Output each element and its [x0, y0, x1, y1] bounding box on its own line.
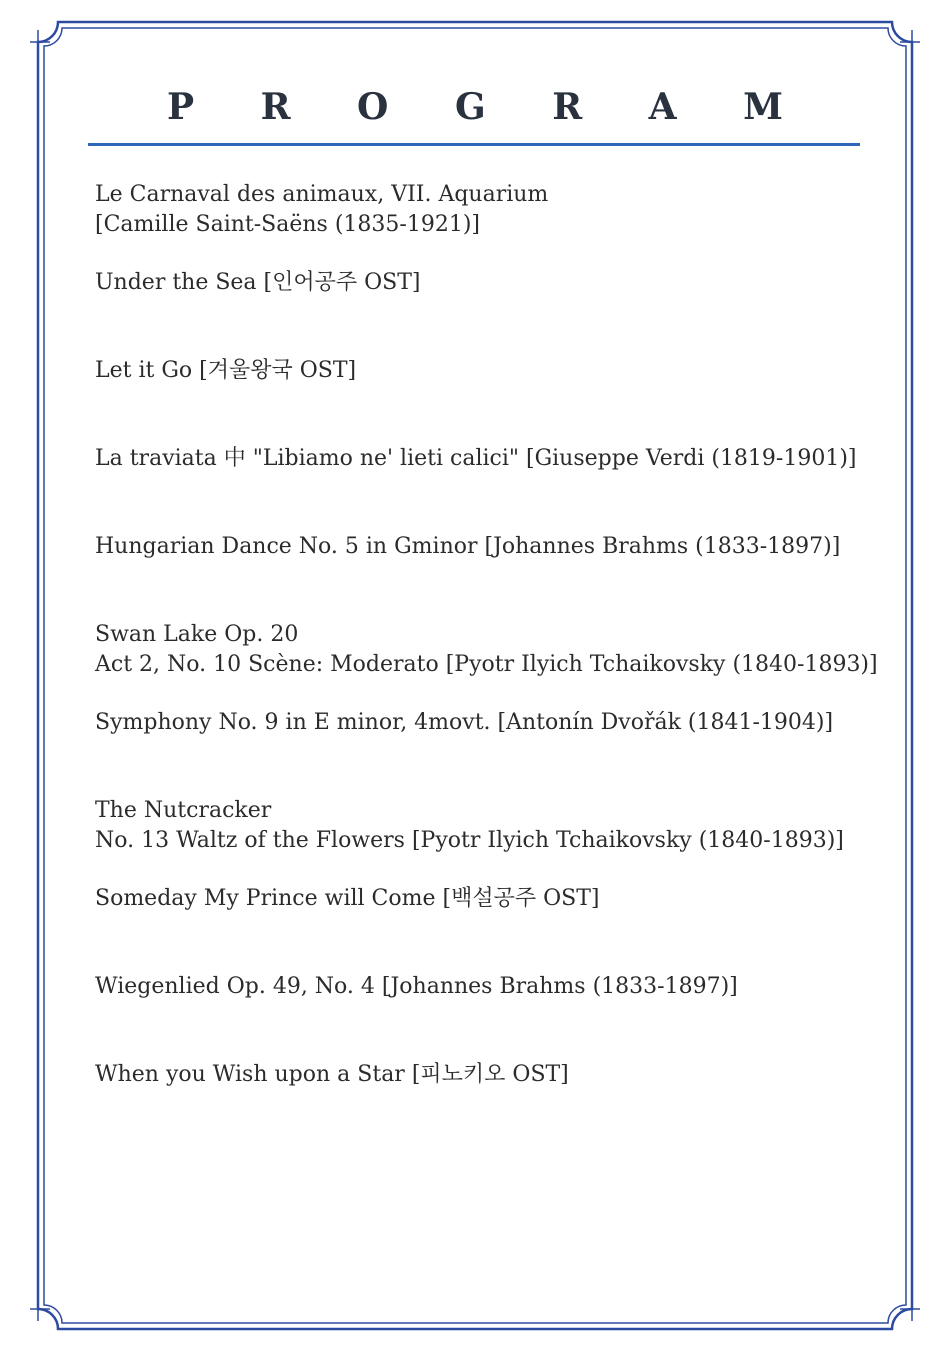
- program-item-title: Under the Sea [인어공주 OST]: [95, 270, 421, 295]
- program-item-title: Swan Lake Op. 20: [95, 622, 299, 647]
- program-item: [95, 884, 875, 972]
- program-item: [95, 532, 875, 620]
- program-item-title: Let it Go [겨울왕국 OST]: [95, 358, 357, 383]
- program-item-title: Symphony No. 9 in E minor, 4movt. [Antonín Dvořák (1841-1904)]: [95, 710, 834, 735]
- program-item: [95, 972, 875, 1060]
- program-list: [95, 180, 878, 1148]
- program-item: [95, 708, 875, 796]
- program-item-title: Someday My Prince will Come [백설공주 OST]: [95, 886, 600, 911]
- program-item-title: The Nutcracker: [95, 798, 272, 823]
- program-item: [95, 620, 878, 708]
- program-item: [95, 268, 875, 356]
- program-item: [95, 356, 875, 444]
- program-item-detail: No. 13 Waltz of the Flowers [Pyotr Ilyich Tchaikovsky (1840-1893)]: [95, 828, 844, 853]
- program-item: [95, 444, 875, 532]
- program-item-title: Le Carnaval des animaux, VII. Aquarium: [95, 182, 549, 207]
- program-item: [95, 180, 875, 268]
- program-item: [95, 796, 875, 884]
- program-item-title: Wiegenlied Op. 49, No. 4 [Johannes Brahms (1833-1897)]: [95, 974, 738, 999]
- title-underline: [88, 143, 860, 146]
- page-title: P R O G R A M: [167, 86, 810, 128]
- program-item-title: Hungarian Dance No. 5 in Gminor [Johannes Brahms (1833-1897)]: [95, 534, 841, 559]
- program-item-detail: Act 2, No. 10 Scène: Moderato [Pyotr Ilyich Tchaikovsky (1840-1893)]: [95, 652, 878, 677]
- program-item-detail: [Camille Saint-Saëns (1835-1921)]: [95, 212, 480, 237]
- program-item-title: When you Wish upon a Star [피노키오 OST]: [95, 1062, 569, 1087]
- program-item-title: La traviata 中 "Libiamo ne' lieti calici" [Giuseppe Verdi (1819-1901)]: [95, 446, 857, 471]
- program-item: [95, 1060, 875, 1148]
